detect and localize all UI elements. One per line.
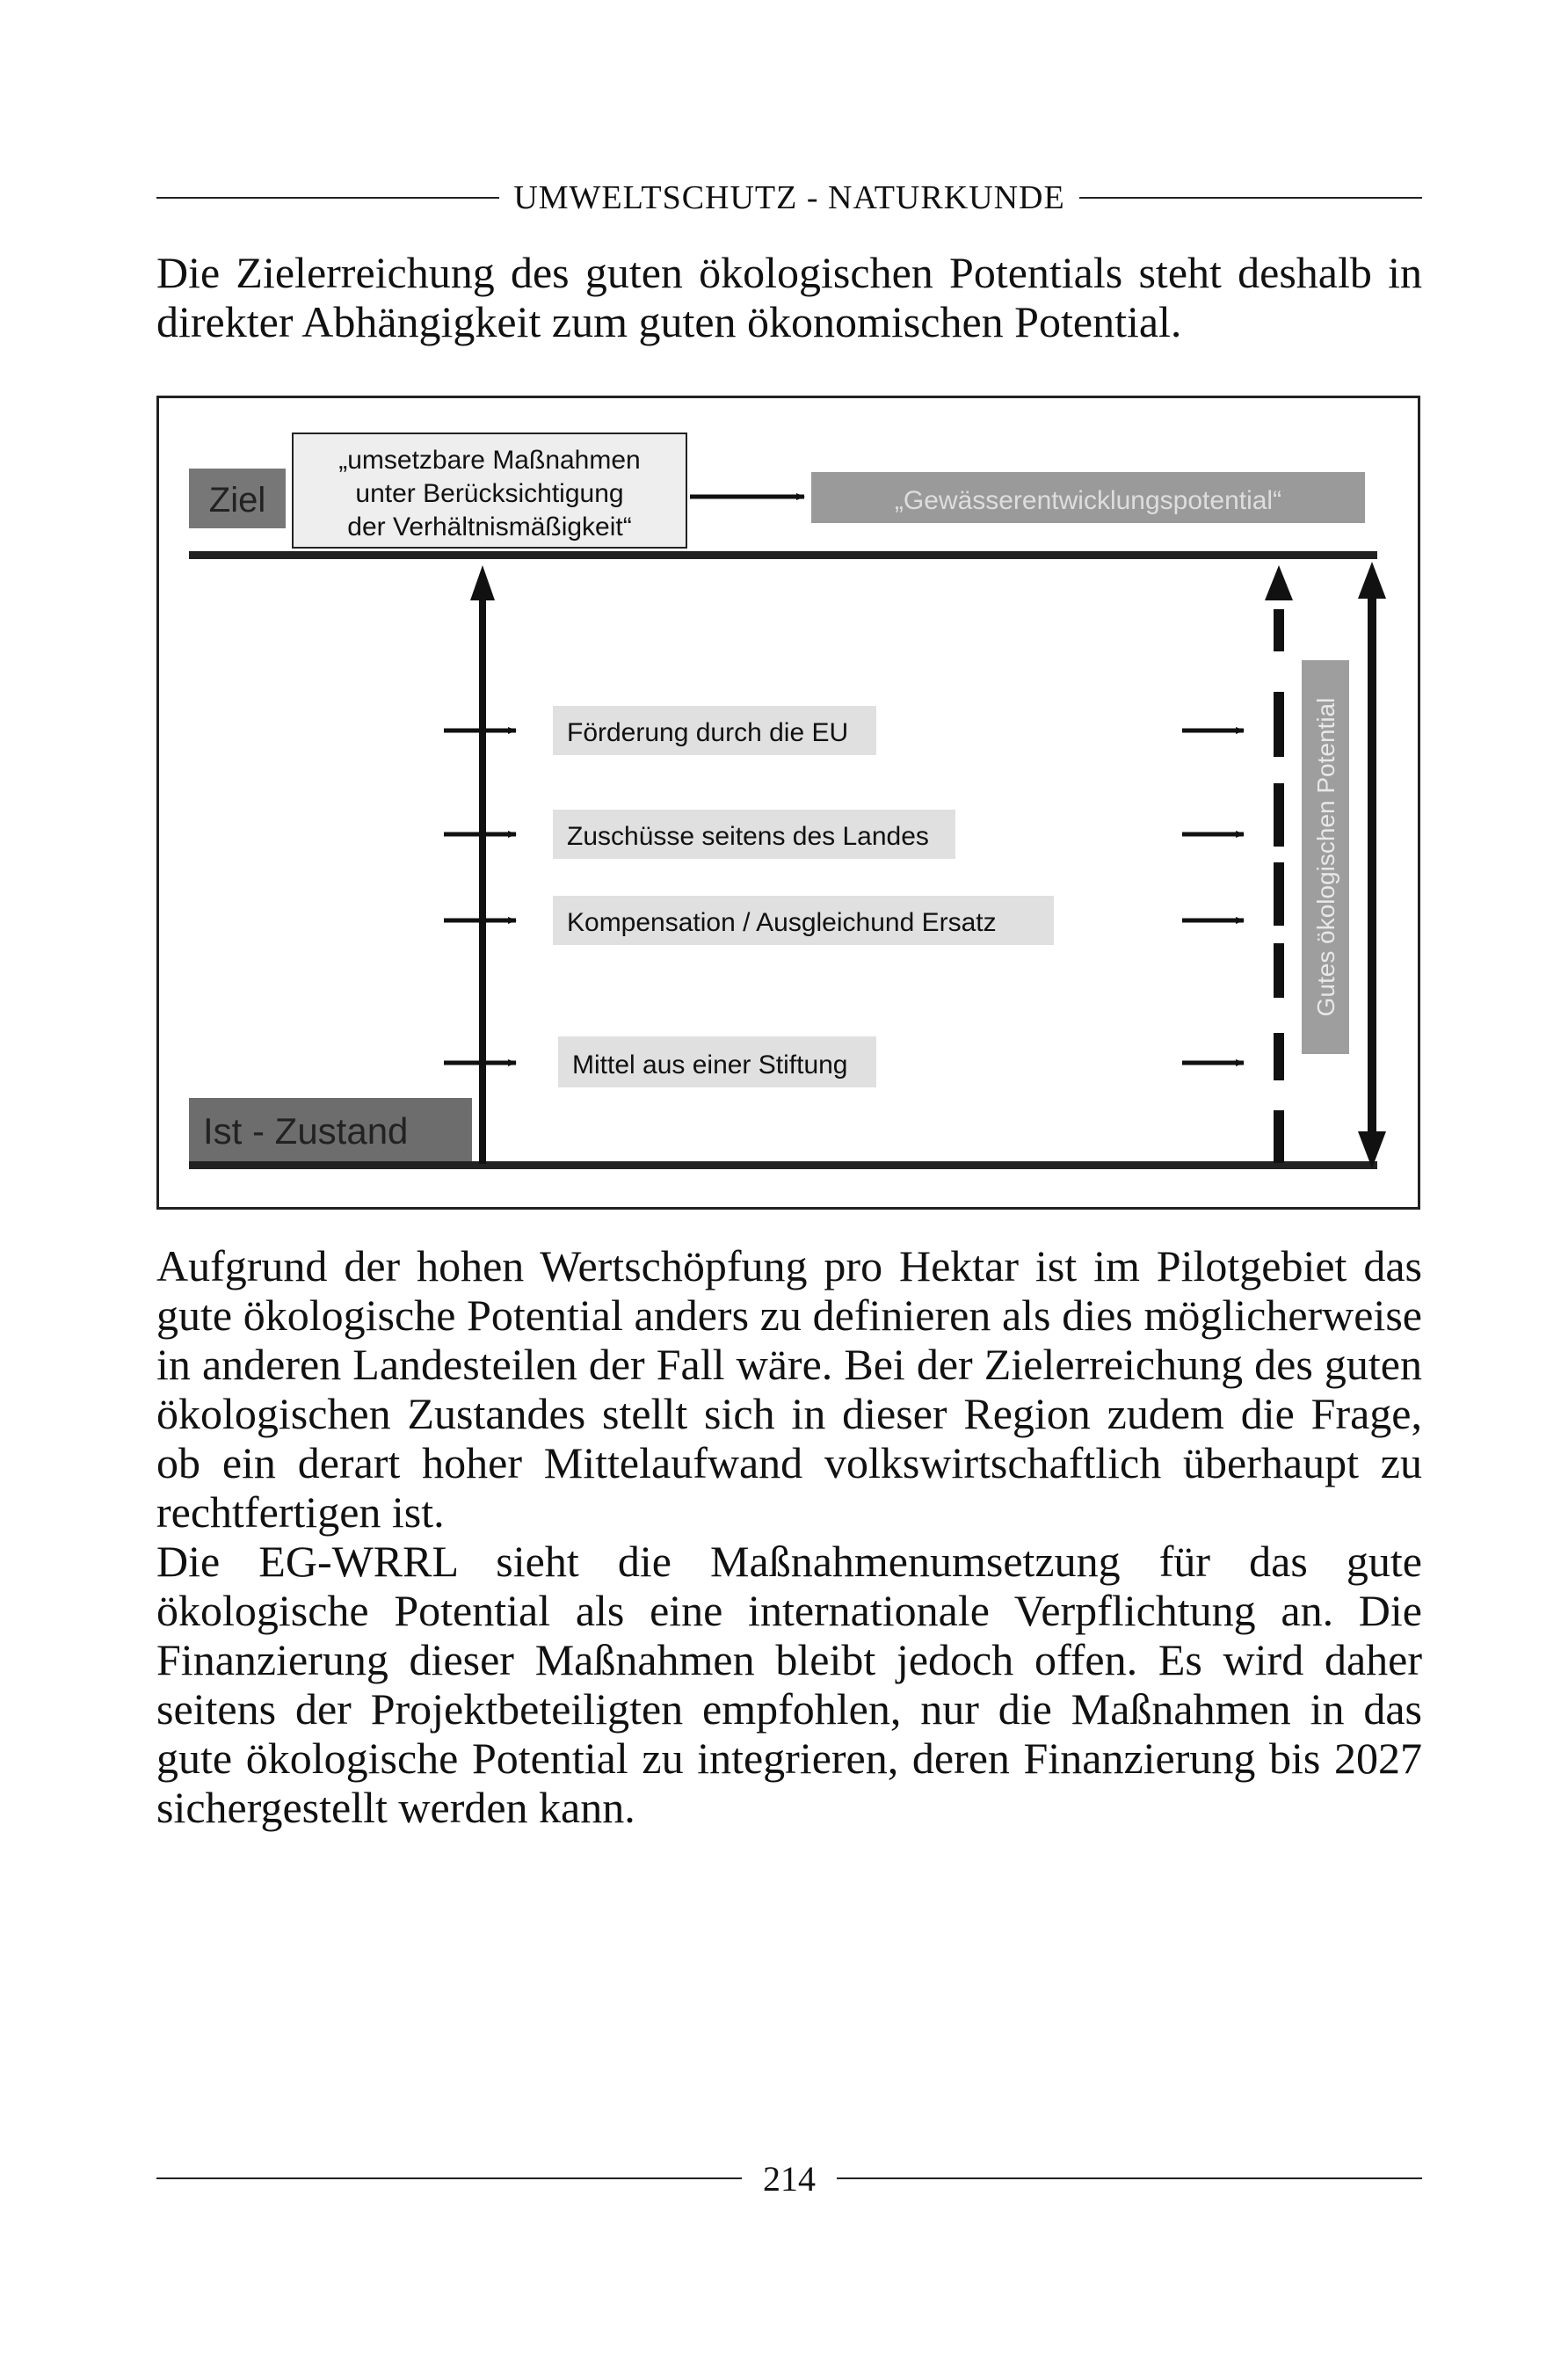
funding-diagram: [156, 396, 1420, 1210]
measures-line-1: „umsetzbare Maßnahmen: [338, 446, 641, 475]
footer-rule-left: [156, 2177, 742, 2179]
ziel-label: Ziel: [208, 481, 266, 520]
left-vertical-line: [479, 588, 486, 1164]
ist-label: Ist - Zustand: [203, 1110, 409, 1152]
ziel-line: [189, 551, 1377, 559]
page-footer: [156, 2154, 1422, 2203]
funding-row-3: [444, 896, 1054, 945]
potential-label: „Gewässerentwicklungspotential“: [894, 486, 1282, 515]
vertical-label: Gutes ökologischen Potential: [1312, 697, 1339, 1017]
ist-line: [189, 1161, 1377, 1169]
body-paragraph-1: Aufgrund der hohen Wertschöpfung pro Hektar ist im Pilotgebiet das gute ökologische Potential anders zu definieren als dies möglicherweise in anderen Landesteilen der Fall wäre. Bei der Zielerreichung des guten ökologischen Zustandes stellt sich in dieser Region zudem die Frage, ob ein derart hoher Mittelaufwand volkswirtschaftlich überhaupt zu rechtfertigen ist.: [156, 1241, 1422, 1537]
header-rule-left: [156, 197, 499, 199]
footer-rule-right: [837, 2177, 1422, 2179]
funding-label-2: Zuschüsse seitens des Landes: [567, 822, 929, 851]
page-number: 214: [763, 2158, 816, 2199]
running-title: UMWELTSCHUTZ - NATURKUNDE: [513, 179, 1065, 216]
funding-row-2: [444, 810, 955, 859]
intro-paragraph: Die Zielerreichung des guten ökologischen Potentials steht deshalb in direkter Abhängigkeit zum guten ökonomischen Potential.: [156, 248, 1422, 346]
dashed-vertical-arrow: [1265, 565, 1293, 1163]
right-arrows: [1182, 731, 1244, 1063]
running-head: [156, 176, 1422, 220]
left-vertical-arrowhead: [470, 565, 495, 600]
funding-row-4: [444, 1036, 876, 1087]
funding-row-1: [444, 706, 876, 755]
header-rule-right: [1079, 197, 1422, 199]
funding-label-4: Mittel aus einer Stiftung: [572, 1051, 848, 1080]
measures-line-2: unter Berücksichtigung: [355, 479, 624, 508]
funding-label-1: Förderung durch die EU: [567, 718, 849, 747]
body-paragraph-2: Die EG-WRRL sieht die Maßnahmenumsetzung für das gute ökologische Potential als eine internationale Verpflichtung an. Die Finanzierung dieser Maßnahmen bleibt jedoch offen. Es wird daher seitens der Projektbeteiligten empfohlen, nur die Maßnahmen in das gute ökologische Potential zu integrieren, deren Finanzierung bis 2027 sichergestellt werden kann.: [156, 1537, 1422, 1832]
body-text: [156, 1241, 1422, 1832]
measures-line-3: der Verhältnismäßigkeit“: [347, 513, 632, 542]
right-double-arrow: [1358, 562, 1386, 1168]
funding-label-3: Kompensation / Ausgleichund Ersatz: [567, 908, 997, 937]
